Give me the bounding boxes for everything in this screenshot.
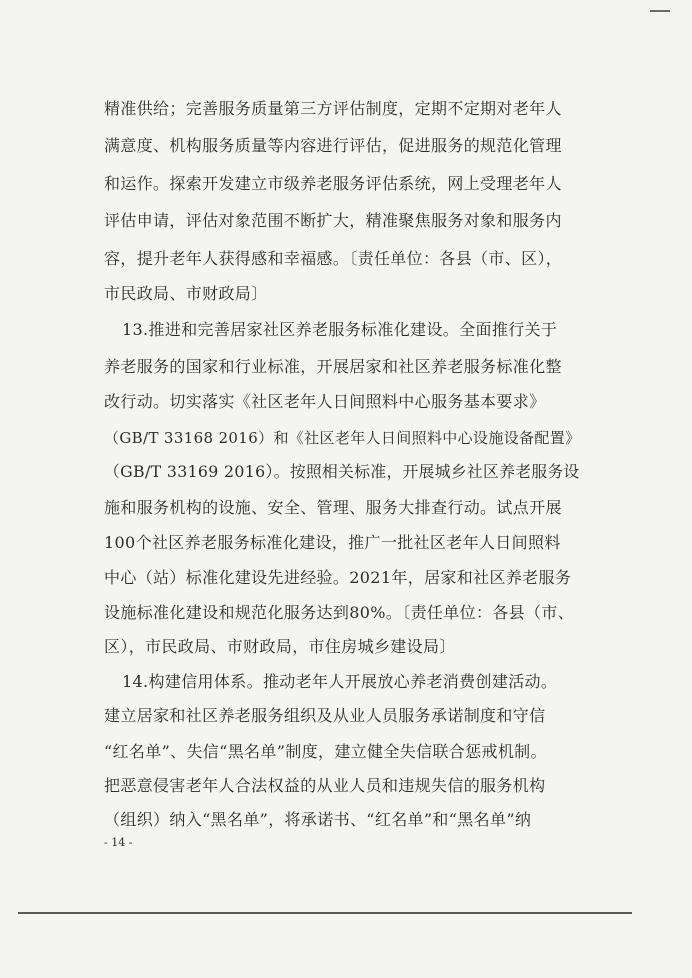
text-line: 养老服务的国家和行业标准，开展居家和社区养老服务标准化整: [104, 357, 562, 376]
text-line: 满意度、机构服务质量等内容进行评估，促进服务的规范化管理: [104, 136, 562, 155]
text-line: 区），市民政局、市财政局，市住房城乡建设局〕: [104, 637, 456, 656]
text-line: 14.构建信用体系。推动老年人开展放心养老消费创建活动。: [122, 672, 558, 691]
text-line: 施和服务机构的设施、安全、管理、服务大排查行动。试点开展: [104, 498, 562, 517]
page-number: - 14 -: [104, 836, 133, 849]
text-line: 评估申请，评估对象范围不断扩大，精准聚焦服务对象和服务内: [104, 211, 562, 230]
text-line: 容，提升老年人获得感和幸福感。〔责任单位：各县（市、区），: [104, 249, 563, 268]
text-line: 和运作。探索开发建立市级养老服务评估系统，网上受理老年人: [104, 174, 562, 193]
text-line: 13.推进和完善居家社区养老服务标准化建设。全面推行关于: [122, 320, 558, 339]
text-line: 把恶意侵害老年人合法权益的从业人员和违规失信的服务机构: [104, 776, 546, 795]
text-line: 改行动。切实落实《社区老年人日间照料中心服务基本要求》: [104, 392, 546, 411]
text-line: 中心（站）标准化建设先进经验。2021年，居家和社区养老服务: [104, 568, 572, 587]
text-line: （GB/T 33169 2016）。按照相关标准，开展城乡社区养老服务设: [104, 462, 580, 481]
corner-mark: [650, 10, 670, 12]
text-line: 建立居家和社区养老服务组织及从业人员服务承诺制度和守信: [104, 706, 546, 725]
text-line: （组织）纳入“黑名单”，将承诺书、“红名单”和“黑名单”纳: [104, 810, 532, 829]
footer-rule: [18, 912, 632, 914]
text-line: 精准供给；完善服务质量第三方评估制度，定期不定期对老年人: [104, 99, 562, 118]
text-line: 100个社区养老服务标准化建设，推广一批社区老年人日间照料: [104, 533, 561, 552]
text-line: （GB/T 33168 2016）和《社区老年人日间照料中心设施设备配置》: [104, 429, 581, 447]
text-line: 设施标准化建设和规范化服务达到80%。〔责任单位：各县（市、: [104, 603, 575, 622]
text-line: 市民政局、市财政局〕: [104, 284, 268, 303]
text-line: “红名单”、失信“黑名单”制度，建立健全失信联合惩戒机制。: [104, 742, 547, 761]
